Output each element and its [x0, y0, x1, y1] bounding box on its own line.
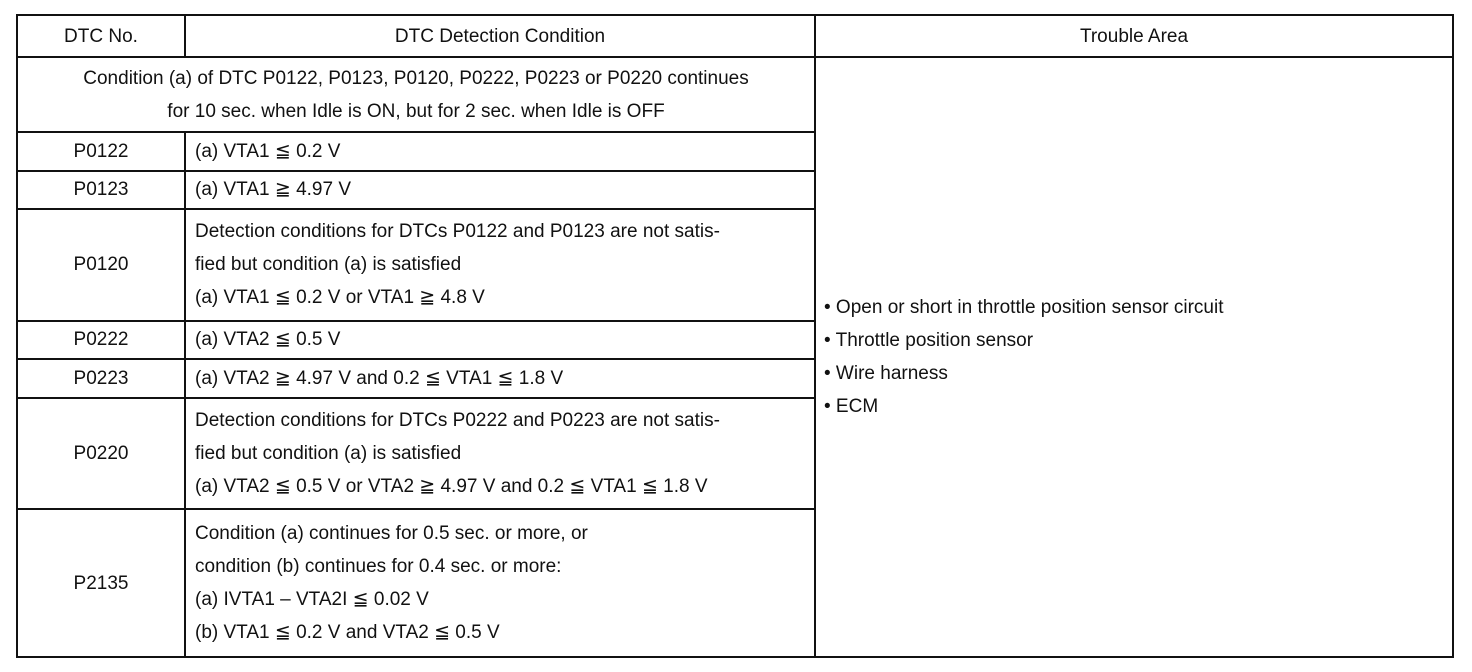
- condition-line: condition (b) continues for 0.4 sec. or more:: [195, 556, 562, 578]
- condition-line: Detection conditions for DTCs P0222 and P0223 are not satis-: [195, 409, 720, 431]
- condition-line: fied but condition (a) is satisfied: [195, 442, 462, 464]
- condition-line: (a) VTA1 ≦ 0.2 V or VTA1 ≧ 4.8 V: [195, 287, 485, 309]
- dtc-condition: [185, 509, 815, 657]
- condition-line: Detection conditions for DTCs P0122 and P0123 are not satis-: [195, 221, 720, 243]
- dtc-code: P0222: [17, 321, 185, 360]
- trouble-area-item: • Throttle position sensor: [824, 330, 1034, 351]
- condition-line: (a) VTA2 ≧ 4.97 V and 0.2 ≦ VTA1 ≦ 1.8 V: [195, 367, 564, 389]
- dtc-code: P0120: [17, 209, 185, 320]
- general-condition-line: for 10 sec. when Idle is ON, but for 2 sec. when Idle is OFF: [167, 100, 665, 122]
- trouble-area-item: • Wire harness: [824, 363, 948, 384]
- dtc-condition: [185, 171, 815, 210]
- dtc-code: P0220: [17, 398, 185, 509]
- dtc-code: P0123: [17, 171, 185, 210]
- dtc-condition: [185, 359, 815, 398]
- condition-line: (a) VTA2 ≦ 0.5 V or VTA2 ≧ 4.97 V and 0.2 ≦ VTA1 ≦ 1.8 V: [195, 475, 708, 497]
- dtc-code: P2135: [17, 509, 185, 657]
- general-condition-cell: [17, 57, 815, 132]
- dtc-condition: [185, 209, 815, 320]
- header-row: [17, 15, 1453, 57]
- trouble-area-cell: [815, 57, 1453, 657]
- condition-line: (b) VTA1 ≦ 0.2 V and VTA2 ≦ 0.5 V: [195, 622, 500, 644]
- dtc-code: P0122: [17, 132, 185, 171]
- condition-line: Condition (a) continues for 0.5 sec. or more, or: [195, 523, 588, 545]
- dtc-condition: [185, 321, 815, 360]
- condition-line: (a) VTA1 ≧ 4.97 V: [195, 179, 352, 201]
- trouble-area-item: • Open or short in throttle position sensor circuit: [824, 297, 1224, 318]
- dtc-condition: [185, 398, 815, 509]
- condition-line: (a) VTA2 ≦ 0.5 V: [195, 329, 341, 351]
- condition-line: (a) IVTA1 – VTA2I ≦ 0.02 V: [195, 589, 429, 611]
- condition-line: (a) VTA1 ≦ 0.2 V: [195, 140, 341, 162]
- header-trouble-area: Trouble Area: [815, 15, 1453, 57]
- header-dtc-no: DTC No.: [17, 15, 185, 57]
- dtc-code: P0223: [17, 359, 185, 398]
- condition-line: fied but condition (a) is satisfied: [195, 254, 462, 276]
- general-condition-line: Condition (a) of DTC P0122, P0123, P0120, P0222, P0223 or P0220 continues: [83, 67, 749, 89]
- trouble-area-item: • ECM: [824, 396, 879, 417]
- header-detection-condition: DTC Detection Condition: [185, 15, 815, 57]
- general-condition-row: [17, 57, 1453, 132]
- dtc-table: [16, 14, 1454, 658]
- dtc-condition: [185, 132, 815, 171]
